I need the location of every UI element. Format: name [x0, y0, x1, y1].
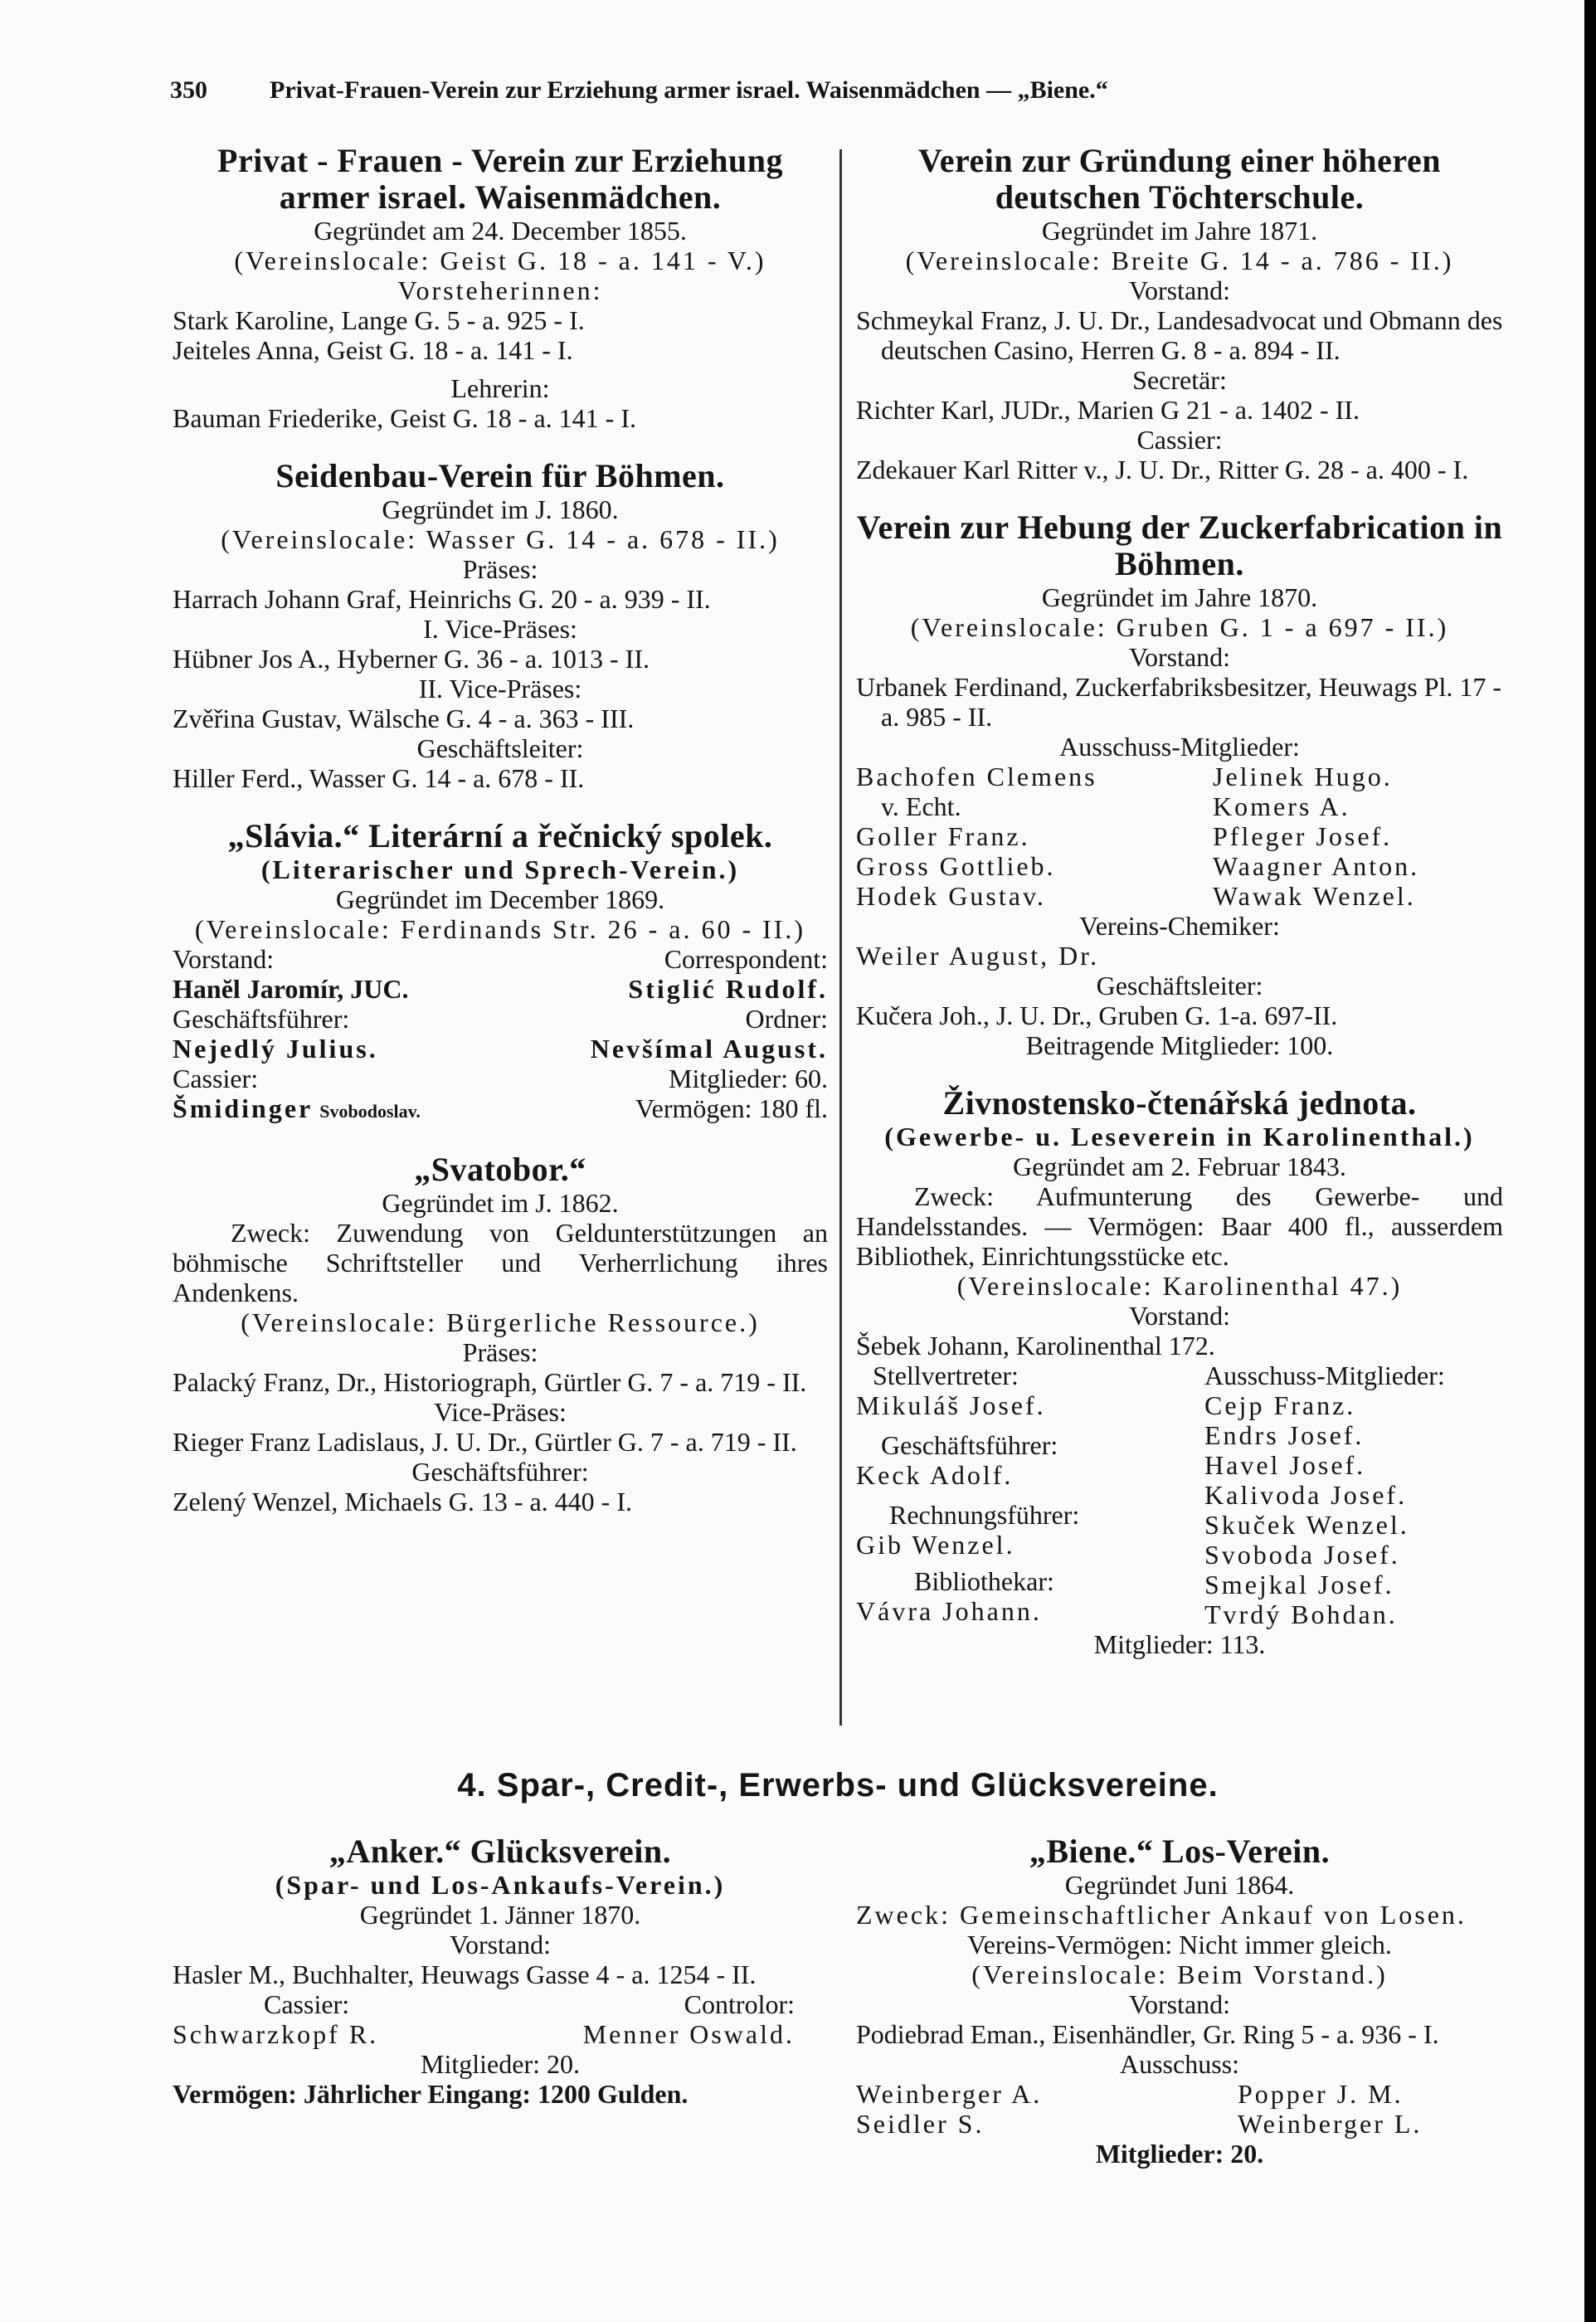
- entry-title: Živnostensko-čtenářská jednota.: [942, 1084, 1417, 1122]
- role-label: Vorstand:: [173, 944, 275, 974]
- person: Urbanek Ferdinand, Zuckerfabriksbesitzer, Heuwags Pl. 17 - a. 985 - II.: [856, 672, 1502, 732]
- member: Seidler S.: [856, 2109, 985, 2139]
- person: Gib Wenzel.: [856, 1530, 1015, 1560]
- role-label: Vereins-Chemiker:: [1079, 911, 1280, 941]
- person: Stark Karoline, Lange G. 5 - a. 925 - I.: [173, 305, 585, 335]
- member: Tvrdý Bohdan.: [1204, 1599, 1398, 1629]
- person-row: [173, 2019, 828, 2049]
- assets: Vereins-Vermögen: Nicht immer gleich.: [967, 1930, 1392, 1959]
- running-title: Privat-Frauen-Verein zur Erziehung armer israel. Waisenmädchen — „Biene.“: [270, 76, 1108, 104]
- person-row: [173, 1034, 828, 1064]
- role-label: Geschäftsführer:: [881, 1430, 1058, 1460]
- role-label: Cassier:: [264, 1989, 350, 2019]
- ausschuss-list: [1204, 1361, 1503, 1629]
- locale: (Vereinslocale: Beim Vorstand.): [971, 1959, 1388, 1989]
- role-label: Vorstand:: [1128, 275, 1231, 305]
- person: Šebek Johann, Karolinenthal 172.: [856, 1331, 1215, 1361]
- role-label: Vorstand:: [1128, 1301, 1231, 1331]
- role-label: Geschäftsleiter:: [1096, 971, 1263, 1000]
- locale: (Vereinslocale: Ferdinands Str. 26 - a. 60 - II.): [194, 914, 806, 944]
- member-row: [856, 791, 1503, 821]
- member: Cejp Franz.: [1204, 1390, 1356, 1420]
- member: Smejkal Josef.: [1204, 1570, 1394, 1599]
- person: Hiller Ferd., Wasser G. 14 - a. 678 - II.: [173, 763, 585, 793]
- person: Rieger Franz Ladislaus, J. U. Dr., Gürtler G. 7 - a. 719 - II.: [173, 1427, 797, 1457]
- member: Pfleger Josef.: [1213, 821, 1393, 851]
- entry-title: „Svatobor.“: [414, 1151, 586, 1188]
- left-column: [173, 143, 828, 1516]
- members-count: Mitglieder: 20.: [421, 2049, 580, 2079]
- member-row: [856, 821, 1503, 851]
- person: [173, 1093, 421, 1127]
- member: Endrs Josef.: [1204, 1420, 1365, 1450]
- entry-title: Privat - Frauen - Verein zur Erziehung armer israel. Waisenmädchen.: [217, 142, 783, 216]
- founded: Gegründet am 2. Februar 1843.: [1013, 1151, 1346, 1181]
- locale: (Vereinslocale: Geist G. 18 - a. 141 - V.): [234, 246, 766, 275]
- running-header: [170, 76, 1398, 105]
- locale: (Vereinslocale: Gruben G. 1 - a 697 - II.): [910, 612, 1449, 642]
- right-column: [856, 143, 1503, 1659]
- role-row: [173, 1004, 828, 1034]
- person: Zelený Wenzel, Michaels G. 13 - a. 440 - I.: [173, 1487, 632, 1516]
- entry-biene: [856, 1833, 1503, 2169]
- officers-block: [856, 1361, 1503, 1629]
- role-label: Vorsteherinnen:: [397, 275, 603, 305]
- officer: [856, 1361, 1188, 1420]
- person: Keck Adolf.: [856, 1460, 1014, 1490]
- entry-title: Seidenbau-Verein für Böhmen.: [275, 457, 725, 494]
- member-grid: [856, 762, 1503, 911]
- member-row: [856, 2109, 1503, 2139]
- members-count: Mitglieder: 60.: [669, 1064, 828, 1093]
- role-label: Cassier:: [1136, 425, 1223, 455]
- person: Jeiteles Anna, Geist G. 18 - a. 141 - I.: [173, 335, 573, 365]
- person: Harrach Johann Graf, Heinrichs G. 20 - a. 939 - II.: [173, 584, 711, 614]
- person: Podiebrad Eman., Eisenhändler, Gr. Ring 5 - a. 936 - I.: [856, 2019, 1439, 2049]
- member: Havel Josef.: [1204, 1450, 1366, 1480]
- locale: (Vereinslocale: Breite G. 14 - a. 786 - II.): [905, 246, 1454, 275]
- role-label: Präses:: [462, 1337, 538, 1367]
- role-label: Geschäftsführer:: [411, 1457, 589, 1487]
- subtitle: (Spar- und Los-Ankaufs-Verein.): [275, 1870, 726, 1900]
- member: Weinberger A.: [856, 2079, 1043, 2109]
- member: Skuček Wenzel.: [1204, 1510, 1409, 1540]
- member-row: [856, 851, 1503, 881]
- section-heading: 4. Spar-, Credit-, Erwerbs- und Glücksvereine.: [457, 1767, 1219, 1804]
- entry-title: „Slávia.“ Literární a řečnický spolek.: [227, 817, 773, 854]
- person-row: [173, 974, 828, 1004]
- locale: (Vereinslocale: Karolinenthal 47.): [956, 1271, 1403, 1301]
- role-label: I. Vice-Präses:: [423, 614, 577, 644]
- role-label: Ordner:: [745, 1004, 828, 1034]
- member-row: [856, 881, 1503, 911]
- officers-list: [856, 1361, 1188, 1629]
- person: Palacký Franz, Dr., Historiograph, Gürtler G. 7 - a. 719 - II.: [173, 1367, 807, 1397]
- person: Schwarzkopf R.: [173, 2019, 379, 2049]
- founded: Gegründet im J. 1862.: [382, 1188, 619, 1218]
- spacer: [173, 1127, 828, 1151]
- assets: Vermögen: 180 fl.: [635, 1093, 828, 1123]
- person-row: [173, 1093, 828, 1127]
- person: Stiglić Rudolf.: [628, 974, 828, 1004]
- role-label: II. Vice-Präses:: [418, 674, 582, 703]
- assets: Vermögen: Jährlicher Eingang: 1200 Gulden.: [173, 2079, 689, 2109]
- person: Menner Oswald.: [582, 2019, 795, 2049]
- founded: Gegründet im December 1869.: [335, 884, 665, 914]
- entry-zuckerfabrication: [856, 509, 1503, 1060]
- person: Schmeykal Franz, J. U. Dr., Landesadvocat und Obmann des deutschen Casino, Herren G. 8 - a. 894 - II.: [856, 305, 1503, 365]
- person-surname: Šmidinger: [173, 1093, 314, 1123]
- person: Richter Karl, JUDr., Marien G 21 - a. 1402 - II.: [856, 395, 1360, 425]
- member-row: [856, 762, 1503, 791]
- members-count: Beitragende Mitglieder: 100.: [1025, 1030, 1334, 1060]
- role-label: Bibliothekar:: [914, 1566, 1054, 1596]
- founded: Gegründet am 24. December 1855.: [314, 216, 687, 246]
- person: Nevšímal August.: [590, 1034, 828, 1064]
- column-divider: [839, 149, 842, 1726]
- role-label: Ausschuss-Mitglieder:: [1204, 1361, 1445, 1390]
- founded: Gegründet im Jahre 1870.: [1041, 582, 1318, 612]
- member: Waagner Anton.: [1213, 851, 1420, 881]
- person: Zvěřina Gustav, Wälsche G. 4 - a. 363 - III.: [173, 703, 635, 733]
- entry-title: Verein zur Hebung der Zuckerfabrication in Böhmen.: [856, 509, 1503, 582]
- member: v. Echt.: [881, 791, 961, 821]
- officer: [856, 1430, 1188, 1490]
- role-label: Vice-Präses:: [434, 1397, 567, 1427]
- person: Zdekauer Karl Ritter v., J. U. Dr., Ritter G. 28 - a. 400 - I.: [856, 455, 1469, 484]
- role-label: Vorstand:: [1128, 642, 1231, 672]
- member: Weinberger L.: [1238, 2109, 1423, 2139]
- entry-toechterschule: [856, 143, 1503, 484]
- person: Weiler August, Dr.: [856, 941, 1100, 971]
- role-label: Controlor:: [684, 1989, 795, 2019]
- page-number: 350: [170, 76, 207, 104]
- role-label: Cassier:: [173, 1064, 259, 1093]
- person-forename: Svobodoslav.: [319, 1101, 421, 1122]
- spacer: [173, 433, 828, 458]
- role-row: [173, 944, 828, 974]
- role-label: Secretär:: [1132, 365, 1227, 395]
- member-row: [856, 2079, 1503, 2109]
- subtitle: (Gewerbe- u. Leseverein in Karolinenthal.): [884, 1122, 1475, 1151]
- entry-title: Verein zur Gründung einer höheren deutschen Töchterschule.: [918, 142, 1441, 216]
- entry-seidenbau-verein: [173, 458, 828, 793]
- entry-slavia: [173, 818, 828, 1127]
- entry-title: „Biene.“ Los-Verein.: [1029, 1833, 1331, 1870]
- role-label: Correspondent:: [664, 944, 828, 974]
- role-label: Vorstand:: [449, 1930, 552, 1959]
- member: Goller Franz.: [856, 821, 1030, 851]
- founded: Gegründet im Jahre 1871.: [1041, 216, 1318, 246]
- entry-privat-frauen-verein: [173, 143, 828, 433]
- locale: (Vereinslocale: Bürgerliche Ressource.): [241, 1307, 760, 1337]
- locale: (Vereinslocale: Wasser G. 14 - a. 678 - II.): [221, 524, 780, 554]
- person: Nejedlý Julius.: [173, 1034, 378, 1064]
- member: Hodek Gustav.: [856, 881, 1046, 911]
- entry-anker: [173, 1833, 828, 2109]
- person: Bauman Friederike, Geist G. 18 - a. 141 - I.: [173, 403, 636, 433]
- entry-zivnostensko: [856, 1085, 1503, 1659]
- person: Kučera Joh., J. U. Dr., Gruben G. 1-a. 697-II.: [856, 1000, 1338, 1030]
- member: Popper J. M.: [1238, 2079, 1404, 2109]
- founded: Gegründet Juni 1864.: [1064, 1870, 1295, 1900]
- founded: Gegründet im J. 1860.: [382, 494, 619, 524]
- purpose: Zweck: Aufmunterung des Gewerbe- und Handelsstandes. — Vermögen: Baar 400 fl., ausserdem Bibliothek, Einrichtungsstücke etc.: [856, 1181, 1503, 1271]
- entry-svatobor: [173, 1151, 828, 1516]
- role-row: [173, 1989, 828, 2019]
- founded: Gegründet 1. Jänner 1870.: [359, 1900, 641, 1930]
- person: Mikuláš Josef.: [856, 1390, 1046, 1420]
- purpose: Zweck: Gemeinschaftlicher Ankauf von Losen.: [856, 1900, 1467, 1930]
- spacer: [856, 1060, 1503, 1085]
- member: Kalivoda Josef.: [1204, 1480, 1408, 1510]
- purpose: Zweck: Zuwendung von Geldunterstützungen an böhmische Schriftsteller und Verherrlichung ihres Andenkens.: [173, 1218, 828, 1307]
- role-row: [173, 1064, 828, 1093]
- role-label: Präses:: [462, 554, 538, 584]
- officer: [856, 1566, 1188, 1626]
- role-label: Geschäftsleiter:: [416, 733, 584, 763]
- spacer: [173, 793, 828, 818]
- role-label: Vorstand:: [1128, 1989, 1231, 2019]
- role-label: Ausschuss-Mitglieder:: [1059, 732, 1300, 762]
- spacer: [856, 484, 1503, 509]
- role-label: Ausschuss:: [1119, 2049, 1239, 2079]
- role-label: Lehrerin:: [450, 373, 550, 403]
- subtitle: (Literarischer und Sprech-Verein.): [260, 854, 740, 884]
- person: Hasler M., Buchhalter, Heuwags Gasse 4 - a. 1254 - II.: [173, 1959, 757, 1989]
- role-label: Geschäftsführer:: [173, 1004, 350, 1034]
- role-label: Rechnungsführer:: [889, 1500, 1080, 1530]
- role-label: Stellvertreter:: [873, 1361, 1019, 1390]
- person: Vávra Johann.: [856, 1596, 1042, 1626]
- person: Hanĕl Jaromír, JUC.: [173, 974, 409, 1004]
- member: Komers A.: [1213, 791, 1350, 821]
- member: Bachofen Clemens: [856, 762, 1097, 791]
- officer: [856, 1500, 1188, 1560]
- person: Hübner Jos A., Hyberner G. 36 - a. 1013 - II.: [173, 644, 650, 674]
- members-count: Mitglieder: 113.: [1093, 1629, 1266, 1659]
- entry-title: „Anker.“ Glücksverein.: [328, 1833, 672, 1870]
- member: Wawak Wenzel.: [1213, 881, 1416, 911]
- member: Gross Gottlieb.: [856, 851, 1056, 881]
- member: Jelinek Hugo.: [1213, 762, 1393, 791]
- member: Svoboda Josef.: [1204, 1540, 1400, 1570]
- members-count: Mitglieder: 20.: [1095, 2139, 1264, 2169]
